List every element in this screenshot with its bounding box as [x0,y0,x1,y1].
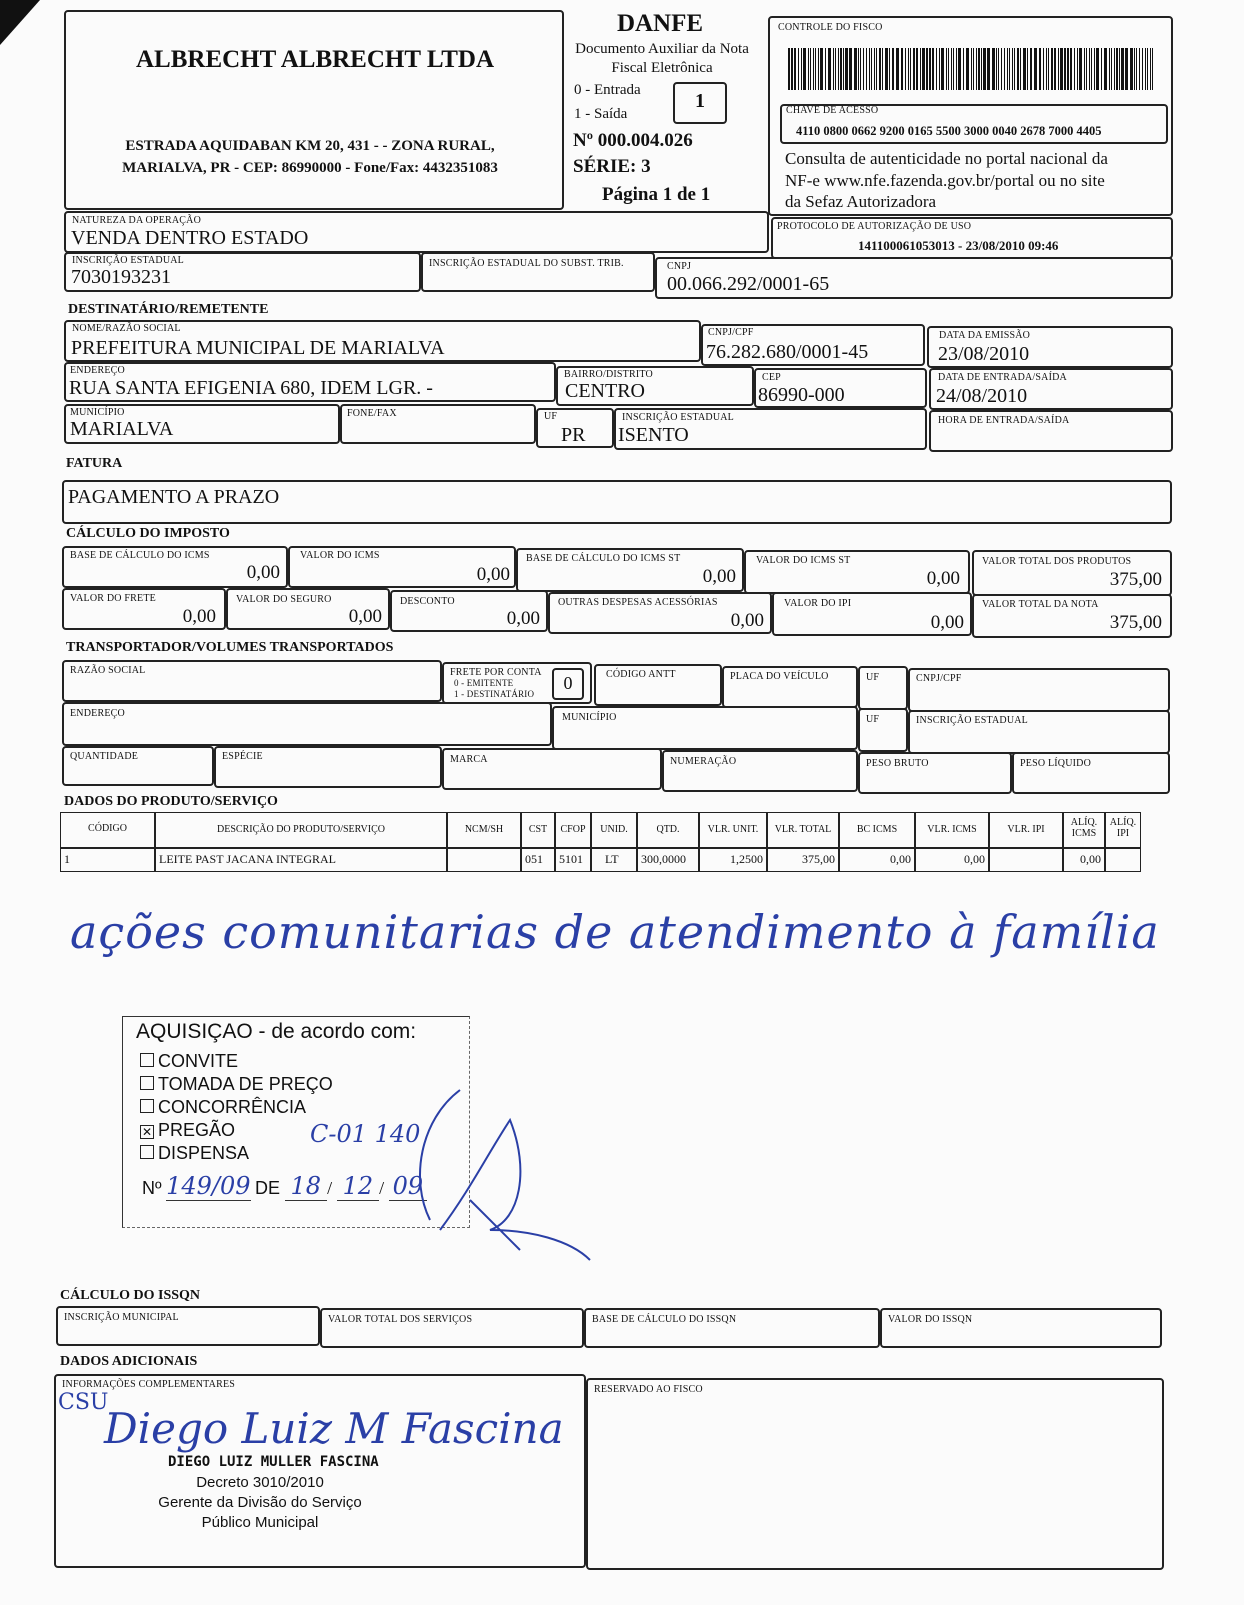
barcode-bar [794,48,796,90]
checked-checkbox-icon: ✕ [141,1125,153,1139]
barcode-bar [1074,48,1075,90]
th-vlr-ipi-label: VLR. IPI [1007,824,1045,835]
natureza-value: VENDA DENTRO ESTADO [71,227,309,249]
barcode-bar [963,48,964,90]
bc-icms-label: BASE DE CÁLCULO DO ICMS [70,550,210,561]
barcode-bar [813,48,814,90]
barcode-bar [838,48,839,90]
barcode-bar [810,48,811,90]
th-cfop-label: CFOP [560,824,586,835]
info-csu: CSU [58,1390,109,1415]
barcode-bar [869,48,870,90]
barcode-bar [828,48,831,90]
dest-hora-label: HORA DE ENTRADA/SAÍDA [938,415,1070,426]
bc-st: 0,00 [702,566,736,587]
stamp-no-value: 149/09 [166,1172,251,1200]
barcode-bar [922,48,925,90]
stamp-number-line: Nº 149/09 DE 18 / 12 / 09 [142,1172,427,1200]
barcode-bar [863,48,864,90]
barcode-bar [801,48,802,90]
transp-frete-opt0: 0 - EMITENTE [454,678,514,688]
barcode-bar [791,48,793,90]
icms: 0,00 [476,564,510,585]
dest-cnpj-label: CNPJ/CPF [708,327,754,338]
protocolo-label: PROTOCOLO DE AUTORIZAÇÃO DE USO [777,221,972,232]
barcode-bar [892,48,894,90]
stamp-options [140,1050,333,1165]
cell-cst: 051 [525,852,543,866]
barcode-bar [1079,48,1082,90]
barcode-bar [858,48,859,90]
cell-vlr-total: 375,00 [802,852,835,866]
consulta-2: NF-e www.nfe.fazenda.gov.br/portal ou no site [785,171,1105,190]
barcode-bar [1125,48,1128,90]
frete-label: VALOR DO FRETE [70,593,156,604]
dest-uf-label: UF [544,411,558,422]
stamp-ano: 09 [389,1172,428,1201]
barcode-bar [1086,48,1087,90]
cell-unid: LT [605,852,619,866]
bc-icms: 0,00 [246,562,280,583]
stamp-option-concorrencia [140,1096,333,1119]
barcode-bar [983,48,986,90]
handwritten-annotation: ações comunitarias de atendimento à família [70,905,1160,959]
barcode-bar [1130,48,1133,90]
stamp-option-dispensa [140,1142,333,1165]
danfe-pagina: Página 1 de 1 [602,184,711,205]
barcode-bar [1136,48,1137,90]
dest-saida-label: DATA DE ENTRADA/SAÍDA [938,372,1067,383]
barcode-bar [788,48,790,90]
barcode-bar [978,48,980,90]
barcode-bar [820,48,823,90]
barcode-bar [1014,48,1015,90]
checkbox-icon [140,1145,154,1159]
transporte-section: TRANSPORTADOR/VOLUMES TRANSPORTADOS [66,640,394,655]
barcode-bar [1023,48,1026,90]
imposto-section: CÁLCULO DO IMPOSTO [66,526,230,541]
barcode-bar [818,48,819,90]
barcode-bar [976,48,977,90]
fatura-section: FATURA [66,456,123,471]
bc-st-label: BASE DE CÁLCULO DO ICMS ST [526,553,681,564]
barcode-bar [1104,48,1107,90]
th-vlr-total-label: VLR. TOTAL [774,824,832,835]
dest-bairro: CENTRO [565,380,645,402]
row-cell [1105,848,1141,872]
barcode-bar [874,48,875,90]
barcode-bar [946,48,947,90]
barcode-bar [1067,48,1069,90]
stamp-option-label: PREGÃO [158,1120,236,1140]
dest-emissao-label: DATA DA EMISSÃO [939,330,1031,341]
barcode-bar [908,48,909,90]
barcode-bar [1134,48,1135,90]
dest-saida: 24/08/2010 [936,385,1028,407]
transp-razao-label: RAZÃO SOCIAL [70,665,146,676]
barcode-bar [1091,48,1092,90]
consulta-1: Consulta de autenticidade no portal nacional da [785,149,1108,168]
barcode-bar [1114,48,1115,90]
desconto-label: DESCONTO [400,596,455,607]
info-label: INFORMAÇÕES COMPLEMENTARES [62,1379,236,1390]
barcode-bar [929,48,931,90]
transp-endereco-box [62,702,552,746]
barcode-bar [1020,48,1021,90]
barcode-bar [1001,48,1002,90]
barcode-bar [1109,48,1110,90]
signature-scribble [400,1080,620,1270]
barcode-bar [1064,48,1066,90]
barcode-bar [1007,48,1008,90]
barcode-bar [854,48,857,90]
dest-nome-label: NOME/RAZÃO SOCIAL [72,323,181,334]
barcode-bar [1017,48,1019,90]
total-nota-label: VALOR TOTAL DA NOTA [982,599,1099,610]
barcode-bar [956,48,957,90]
barcode-bar [1058,48,1059,90]
barcode-bar [926,48,928,90]
total-prod: 375,00 [1109,569,1162,590]
destinatario-section: DESTINATÁRIO/REMETENTE [68,302,269,317]
th-vlr-icms-label: VLR. ICMS [927,824,977,835]
barcode-bar [916,48,918,90]
th-descricao-label: DESCRIÇÃO DO PRODUTO/SERVIÇO [217,824,385,835]
barcode-bar [808,48,809,90]
barcode-bar [981,48,982,90]
th-ncm-label: NCM/SH [464,824,504,835]
th-aliq-ipi-label: ALÍQ. IPI [1109,817,1137,839]
dest-ie-label: INSCRIÇÃO ESTADUAL [622,412,734,423]
stamp-option-pregao [140,1119,333,1142]
barcode-bar [840,48,842,90]
issuer-address-2: MARIALVA, PR - CEP: 86990000 - Fone/Fax: 4432351083 [122,160,498,176]
stamp-option-label: DISPENSA [158,1143,250,1163]
barcode-bar [889,48,890,90]
barcode-bar [845,48,848,90]
produtos-table [60,812,1172,876]
issqn-bc-label: BASE DE CÁLCULO DO ISSQN [592,1314,737,1325]
total-prod-label: VALOR TOTAL DOS PRODUTOS [982,556,1132,567]
barcode-bar [1034,48,1037,90]
barcode-bar [932,48,934,90]
stamp-option-tomada [140,1073,333,1096]
barcode-bar [1096,48,1099,90]
barcode-bar [1004,48,1005,90]
ie-label: INSCRIÇÃO ESTADUAL [72,255,184,266]
th-unid-label: UNID. [600,824,628,835]
danfe-numero: Nº 000.004.026 [573,130,693,151]
barcode [788,48,1156,90]
row-cell [60,848,155,872]
barcode-bar [1060,48,1063,90]
dest-cep: 86990-000 [758,384,845,406]
barcode-bar [973,48,974,90]
issuer-box [64,10,564,210]
barcode-bar [998,48,999,90]
barcode-bar [910,48,911,90]
barcode-bar [843,48,844,90]
barcode-bar [913,48,915,90]
reservado-box [586,1378,1164,1570]
barcode-bar [1039,48,1041,90]
handwritten-signature: Diego Luiz M Fascina [104,1404,564,1453]
fatura-texto: PAGAMENTO A PRAZO [68,486,280,508]
signatory-role-2: Público Municipal [201,1514,319,1531]
stamp-title: AQUISIÇAO - de acordo com: [136,1020,417,1043]
cell-qtd: 300,0000 [641,852,686,866]
danfe-serie: SÉRIE: 3 [573,156,651,177]
dest-ie: ISENTO [618,424,689,446]
icms-st: 0,00 [926,568,960,589]
row-cell [447,848,521,872]
barcode-bar [1152,48,1153,90]
barcode-bar [882,48,883,90]
chave-acesso: 4110 0800 0662 9200 0165 5500 3000 0040 2678 7000 4405 [796,124,1102,138]
barcode-bar [905,48,906,90]
signatory-name: DIEGO LUIZ MULLER FASCINA [168,1454,379,1470]
desconto: 0,00 [506,608,540,629]
barcode-bar [1070,48,1072,90]
table-row [60,848,1141,872]
barcode-bar [1054,48,1056,90]
transp-endereco-label: ENDEREÇO [70,708,125,719]
danfe-tipo: 1 [695,90,705,112]
barcode-bar [879,48,881,90]
th-cst-label: CST [528,824,548,835]
cell-vlr-icms: 0,00 [964,852,985,866]
stamp-mes: 12 [337,1172,380,1201]
ipi-label: VALOR DO IPI [784,598,852,609]
barcode-bar [1043,48,1044,90]
dest-endereco: RUA SANTA EFIGENIA 680, IDEM LGR. - [69,377,433,399]
row-cell [989,848,1063,872]
cell-cfop: 5101 [559,852,583,866]
barcode-bar [958,48,961,90]
seguro-label: VALOR DO SEGURO [236,594,332,605]
dest-municipio-label: MUNICÍPIO [70,407,125,418]
barcode-bar [1111,48,1112,90]
barcode-bar [860,48,861,90]
barcode-bar [1051,48,1053,90]
issuer-address-1: ESTRADA AQUIDABAN KM 20, 431 - - ZONA RURAL, [125,138,495,154]
th-codigo-label: CÓDIGO [88,823,127,834]
th-qtd-label: QTD. [656,824,680,835]
barcode-bar [1119,48,1120,90]
stamp-option-label: TOMADA DE PREÇO [158,1074,333,1094]
stamp-de-label: DE [255,1178,281,1198]
barcode-bar [996,48,997,90]
barcode-bar [866,48,867,90]
dest-bairro-label: BAIRRO/DISTRITO [564,369,653,380]
reservado-label: RESERVADO AO FISCO [594,1384,703,1395]
barcode-bar [939,48,940,90]
danfe-entrada: 0 - Entrada [574,82,641,98]
danfe-subtitle-1: Documento Auxiliar da Nota [575,41,749,57]
barcode-bar [849,48,852,90]
transp-especie-label: ESPÉCIE [222,751,263,762]
barcode-bar [901,48,903,90]
chave-label: CHAVE DE ACESSO [786,105,879,116]
barcode-bar [885,48,888,90]
barcode-bar [1046,48,1047,90]
cnpj-value: 00.066.292/0001-65 [667,273,830,295]
barcode-bar [966,48,969,90]
cell-bc-icms: 0,00 [890,852,911,866]
danfe-title: DANFE [616,10,704,37]
protocolo-value: 141100061053013 - 23/08/2010 09:46 [858,238,1059,253]
dest-cep-label: CEP [762,372,781,383]
barcode-bar [1012,48,1013,90]
barcode-bar [1147,48,1148,90]
barcode-bar [833,48,834,90]
cell-codigo: 1 [64,852,70,866]
barcode-bar [1027,48,1028,90]
th-vlr-unit-label: VLR. UNIT. [707,824,759,835]
cell-descricao: LEITE PAST JACANA INTEGRAL [159,852,337,866]
transp-marca-label: MARCA [450,754,488,765]
barcode-bar [1048,48,1049,90]
danfe-subtitle-2: Fiscal Eletrônica [611,60,713,76]
transp-bruto-label: PESO BRUTO [866,758,929,769]
barcode-bar [971,48,972,90]
barcode-bar [1084,48,1085,90]
barcode-bar [803,48,806,90]
transp-liquido-label: PESO LÍQUIDO [1020,758,1092,769]
barcode-bar [871,48,872,90]
natureza-label: NATUREZA DA OPERAÇÃO [72,215,202,226]
stamp-option-label: CONVITE [158,1051,239,1071]
barcode-bar [1094,48,1095,90]
checkbox-icon [140,1099,154,1113]
stamp-option-convite [140,1050,333,1073]
cnpj-label: CNPJ [667,261,692,272]
th-aliq-icms-label: ALÍQ. ICMS [1070,817,1098,839]
transp-uf-label: UF [866,672,880,683]
transp-cnpj-label: CNPJ/CPF [916,673,962,684]
issuer-name: ALBRECHT ALBRECHT LTDA [136,46,494,73]
dest-uf: PR [561,424,586,446]
barcode-bar [815,48,816,90]
transp-numeracao-label: NUMERAÇÃO [670,756,737,767]
dest-endereco-label: ENDEREÇO [70,365,125,376]
barcode-bar [920,48,921,90]
seguro: 0,00 [348,606,382,627]
issqn-im-label: INSCRIÇÃO MUNICIPAL [64,1312,179,1323]
transp-frete-val: 0 [563,673,573,693]
barcode-bar [1101,48,1102,90]
fisco-controle-label: CONTROLE DO FISCO [778,22,883,33]
transp-frete-opt1: 1 - DESTINATÁRIO [454,689,535,699]
signatory-decree: Decreto 3010/2010 [196,1474,324,1491]
th-bc-icms-label: BC ICMS [856,824,898,835]
stamp-dia: 18 [285,1172,328,1201]
frete: 0,00 [182,606,216,627]
barcode-bar [987,48,990,90]
issqn-total-label: VALOR TOTAL DOS SERVIÇOS [328,1314,473,1325]
signatory-role-1: Gerente da Divisão do Serviço [158,1494,362,1511]
barcode-bar [941,48,944,90]
dest-nome: PREFEITURA MUNICIPAL DE MARIALVA [71,337,445,359]
icms-st-label: VALOR DO ICMS ST [756,555,851,566]
barcode-bar [992,48,995,90]
adicionais-section: DADOS ADICIONAIS [60,1354,198,1369]
ipi: 0,00 [930,612,964,633]
produtos-section: DADOS DO PRODUTO/SERVIÇO [64,794,278,809]
outras-label: OUTRAS DESPESAS ACESSÓRIAS [558,597,718,608]
barcode-bar [798,48,799,90]
dest-emissao: 23/08/2010 [938,343,1030,365]
barcode-bar [1121,48,1124,90]
transp-municipio-label: MUNICÍPIO [562,712,617,723]
ie-value: 7030193231 [71,266,171,288]
barcode-bar [1009,48,1010,90]
barcode-bar [1142,48,1143,90]
stamp-handwritten-note: C-01 140 [310,1120,421,1148]
scan-corner [0,0,40,45]
transp-uf2-label: UF [866,714,880,725]
icms-label: VALOR DO ICMS [300,550,380,561]
issqn-section: CÁLCULO DO ISSQN [60,1288,201,1303]
barcode-bar [825,48,826,90]
stamp-no-label: Nº [142,1178,162,1198]
cell-vlr-unit: 1,2500 [730,852,763,866]
consulta-3: da Sefaz Autorizadora [785,192,937,211]
transp-ie-label: INSCRIÇÃO ESTADUAL [916,715,1028,726]
barcode-bar [951,48,952,90]
barcode-bar [1077,48,1078,90]
ie-st-label: INSCRIÇÃO ESTADUAL DO SUBST. TRIB. [429,258,624,269]
barcode-bar [953,48,954,90]
dest-municipio: MARIALVA [70,418,174,440]
barcode-bar [1089,48,1090,90]
outras: 0,00 [730,610,764,631]
cell-aliq-icms: 0,00 [1080,852,1101,866]
checkbox-icon [140,1053,154,1067]
barcode-bar [1150,48,1151,90]
transp-antt-label: CÓDIGO ANTT [606,669,676,680]
barcode-bar [936,48,937,90]
barcode-bar [835,48,836,90]
issqn-valor-label: VALOR DO ISSQN [888,1314,973,1325]
stamp-option-label: CONCORRÊNCIA [158,1097,307,1117]
barcode-bar [1030,48,1032,90]
dest-fone-label: FONE/FAX [347,408,397,419]
transp-qtd-label: QUANTIDADE [70,751,139,762]
barcode-bar [1116,48,1118,90]
barcode-bar [896,48,899,90]
danfe-saida: 1 - Saída [574,106,628,122]
barcode-bar [876,48,877,90]
barcode-bar [1145,48,1146,90]
dest-cnpj: 76.282.680/0001-45 [706,341,869,363]
checkbox-icon [140,1076,154,1090]
total-nota: 375,00 [1109,612,1162,633]
barcode-bar [1139,48,1140,90]
barcode-bar [948,48,949,90]
transp-placa-label: PLACA DO VEÍCULO [730,671,829,682]
transp-frete-label: FRETE POR CONTA [450,667,542,678]
